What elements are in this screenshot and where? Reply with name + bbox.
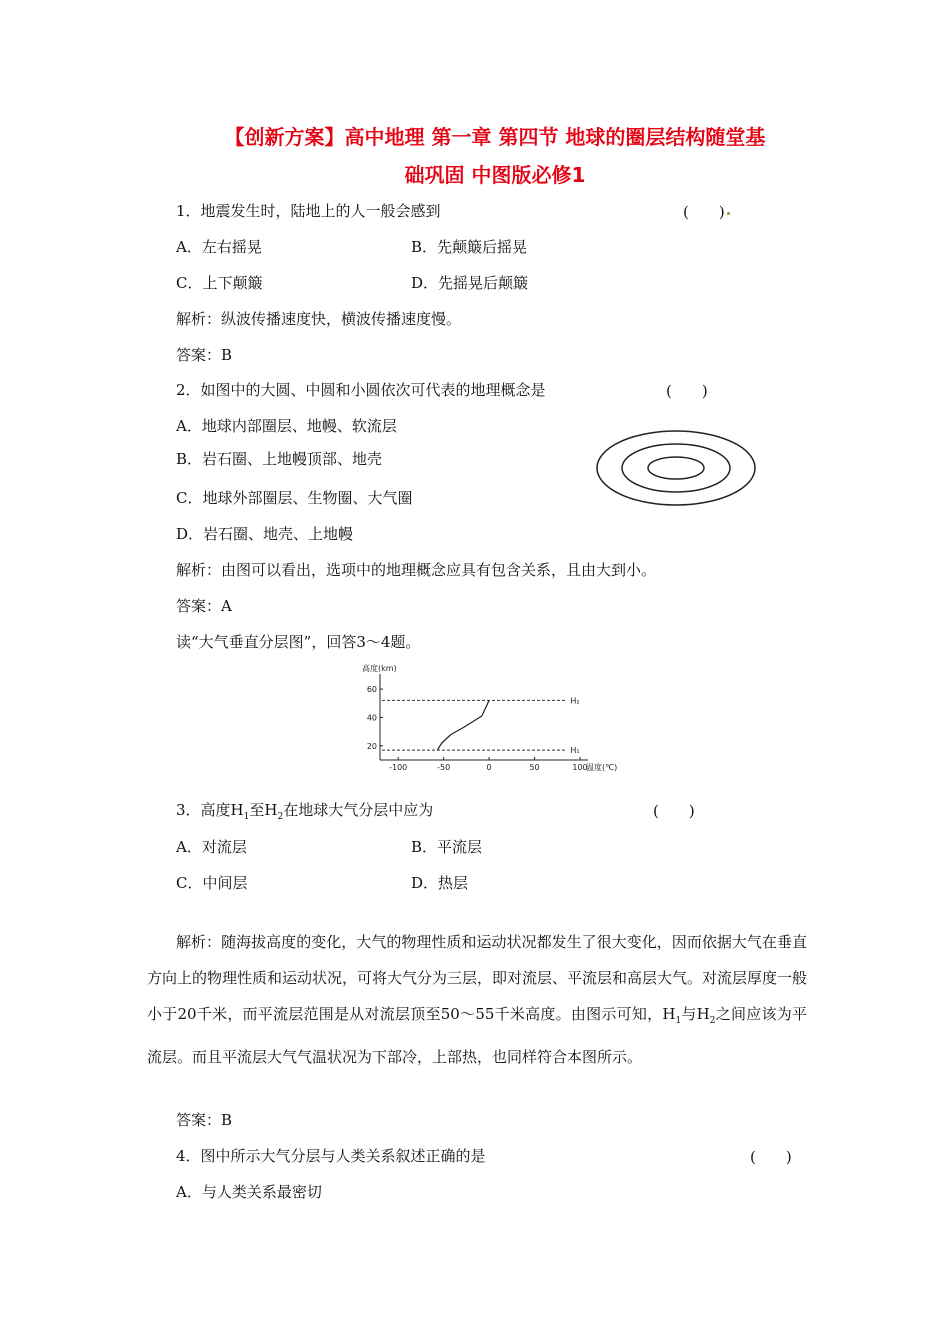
medium-circle bbox=[622, 444, 730, 492]
q34-intro: 读“大气垂直分层图”，回答3～4题。 bbox=[176, 633, 421, 651]
q1-option-b: B．先颠簸后摇晃 bbox=[411, 238, 528, 256]
x-tick-label--100: -100 bbox=[389, 763, 408, 772]
doc-title-line1: 【创新方案】高中地理 第一章 第四节 地球的圈层结构随堂基 bbox=[224, 125, 766, 149]
y-tick-label-20: 20 bbox=[366, 741, 377, 751]
atmosphere-layer-chart bbox=[360, 662, 620, 778]
q2-stem: 2．如图中的大圆、中圆和小圆依次可代表的地理概念是 bbox=[176, 381, 546, 399]
q1-option-c: C．上下颠簸 bbox=[176, 274, 263, 292]
y-tick-label-40: 40 bbox=[366, 713, 377, 723]
concentric-circles-figure bbox=[592, 426, 760, 510]
x-tick-label--50: -50 bbox=[437, 763, 451, 772]
y-tick-label-60: 60 bbox=[366, 685, 377, 695]
q3-analysis: 解析：随海拔高度的变化，大气的物理性质和运动状况都发生了很大变化，因而依据大气在垂直方向上的物理性质和运动状况，可将大气分为三层，即对流层、平流层和高层大气。对流层厚度一般小于20千米，而平流层范围是从对流层顶至50～55千米高度。由图示可知，$H_1$与$H_2$之间应该为平流层。而且平流层大气气温状况为下部冷，上部热，也同样符合本图所示。 bbox=[147, 933, 808, 1066]
ref-line-label-1: H₁ bbox=[570, 746, 580, 756]
doc-title-line2: 础巩固 中图版必修1 bbox=[404, 163, 586, 187]
q4-answer-paren: ( ) bbox=[750, 1148, 792, 1166]
x-tick-label-50: 50 bbox=[529, 763, 540, 772]
q3-option-a: A．对流层 bbox=[176, 838, 247, 856]
q1-stem: 1．地震发生时，陆地上的人一般会感到 bbox=[176, 202, 441, 220]
q3-answer: 答案：B bbox=[176, 1111, 233, 1129]
ref-line-label-0: H₂ bbox=[570, 696, 580, 706]
q1-option-d: D．先摇晃后颠簸 bbox=[411, 274, 529, 292]
q3-stem: 3．高度$H_1$至$H_2$在地球大气分层中应为 bbox=[176, 801, 434, 822]
q2-option-a: A．地球内部圈层、地幔、软流层 bbox=[176, 417, 397, 435]
q2-option-c: C．地球外部圈层、生物圈、大气圈 bbox=[176, 489, 413, 507]
small-circle bbox=[648, 457, 704, 479]
x-tick-label-0: 0 bbox=[486, 763, 492, 772]
q2-answer: 答案：A bbox=[176, 597, 232, 615]
large-circle bbox=[597, 431, 755, 505]
q2-option-d: D．岩石圈、地壳、上地幔 bbox=[176, 525, 354, 543]
q2-answer-paren: ( ) bbox=[666, 382, 708, 400]
x-axis-label: 温度(℃) bbox=[586, 763, 618, 772]
q4-option-a: A．与人类关系最密切 bbox=[176, 1183, 322, 1201]
y-axis-label: 高度(km) bbox=[362, 664, 397, 673]
q2-analysis: 解析：由图可以看出，选项中的地理概念应具有包含关系，且由大到小。 bbox=[176, 561, 657, 579]
q1-answer: 答案：B bbox=[176, 346, 233, 364]
temperature-curve-0 bbox=[437, 700, 489, 750]
q3-option-d: D．热层 bbox=[411, 874, 469, 892]
q1-analysis: 解析：纵波传播速度快，横波传播速度慢。 bbox=[176, 310, 462, 328]
q2-option-b: B．岩石圈、上地幔顶部、地壳 bbox=[176, 450, 383, 468]
q1-option-a: A．左右摇晃 bbox=[176, 238, 262, 256]
q3-option-b: B．平流层 bbox=[411, 838, 483, 856]
q3-option-c: C．中间层 bbox=[176, 874, 248, 892]
q3-answer-paren: ( ) bbox=[653, 802, 695, 820]
x-tick-label-100: 100 bbox=[572, 763, 588, 772]
q4-stem: 4．图中所示大气分层与人类关系叙述正确的是 bbox=[176, 1147, 486, 1165]
q1-answer-paren: ( ) bbox=[683, 201, 730, 222]
